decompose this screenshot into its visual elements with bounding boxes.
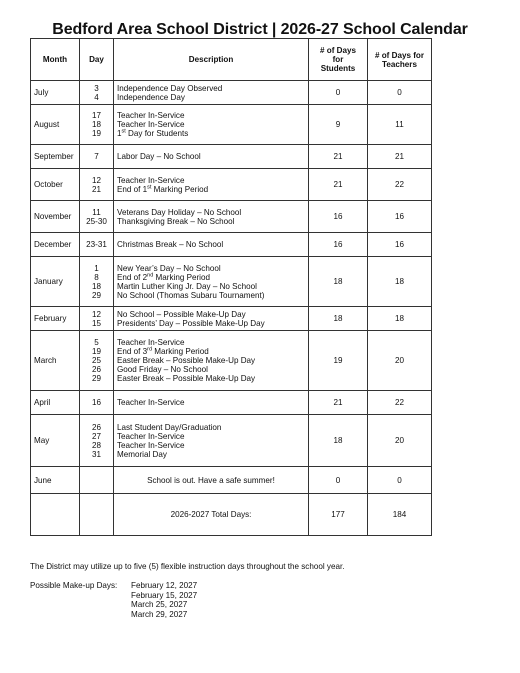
makeup-days-label: Possible Make-up Days: (30, 581, 118, 590)
month-cell (31, 494, 80, 536)
day-value: 4 (94, 92, 99, 102)
day-value: 23-31 (86, 240, 107, 249)
header-description: Description (114, 39, 309, 81)
total-teacher-days: 184 (368, 494, 432, 536)
teacher-days-cell: 11 (368, 105, 432, 145)
teacher-days-cell: 16 (368, 201, 432, 233)
day-cell (80, 391, 114, 415)
day-value: 26 (91, 422, 101, 432)
table-row (31, 145, 432, 169)
month-cell: October (31, 169, 80, 201)
day-value: 12 (91, 309, 101, 319)
student-days-cell: 16 (309, 201, 368, 233)
teacher-days-cell: 22 (368, 169, 432, 201)
month-cell: January (31, 257, 80, 307)
header-teacher-days: # of Days for Teachers (368, 39, 432, 81)
month-cell: July (31, 81, 80, 105)
day-value: 21 (91, 184, 101, 194)
student-days-cell: 18 (309, 257, 368, 307)
teacher-days-cell: 18 (368, 257, 432, 307)
day-value: 29 (91, 374, 101, 383)
day-value: 25 (91, 356, 101, 365)
teacher-days-cell: 18 (368, 307, 432, 331)
description-line: Teacher In-Service (117, 338, 185, 347)
day-value: 12 (91, 175, 101, 185)
day-cell (80, 105, 114, 145)
header-day: Day (80, 39, 114, 81)
day-cell (80, 233, 114, 257)
student-days-cell: 9 (309, 105, 368, 145)
description-line: Presidents’ Day – Possible Make-Up Day (117, 318, 265, 328)
day-cell (80, 415, 114, 467)
description-line: Labor Day – No School (117, 152, 201, 161)
makeup-date: February 12, 2027 (131, 581, 198, 590)
month-cell: December (31, 233, 80, 257)
table-row (31, 201, 432, 233)
month-cell: March (31, 331, 80, 391)
day-cell (80, 307, 114, 331)
student-days-cell: 18 (309, 307, 368, 331)
description-line: End of 3rd Marking Period (117, 346, 209, 356)
student-days-cell: 18 (309, 415, 368, 467)
month-cell: June (31, 467, 80, 494)
day-value: 31 (91, 449, 101, 459)
teacher-days-cell: 16 (368, 233, 432, 257)
summer-message: School is out. Have a safe summer! (114, 467, 309, 494)
description-line: Independence Day (117, 92, 185, 102)
description-cell (114, 145, 309, 169)
student-days-cell: 0 (309, 467, 368, 494)
description-line: Thanksgiving Break – No School (117, 216, 235, 226)
day-value: 28 (91, 440, 101, 450)
month-cell: May (31, 415, 80, 467)
day-value: 19 (91, 129, 101, 138)
day-cell (80, 169, 114, 201)
description-cell (114, 169, 309, 201)
description-line: Easter Break – Possible Make-Up Day (117, 374, 256, 383)
page-title: Bedford Area School District | 2026-27 School Calendar (52, 21, 468, 38)
month-cell: September (31, 145, 80, 169)
makeup-days-list (131, 581, 197, 619)
day-value: 25-30 (86, 216, 107, 226)
student-days-cell: 21 (309, 145, 368, 169)
description-cell (114, 233, 309, 257)
day-value: 11 (92, 207, 101, 217)
table-row (31, 331, 432, 391)
day-value: 29 (91, 290, 101, 300)
month-cell: February (31, 307, 80, 331)
day-cell (80, 494, 114, 536)
table-row (31, 81, 432, 105)
makeup-date: March 29, 2027 (131, 609, 188, 619)
description-line: Teacher In-Service (117, 440, 185, 450)
description-line: Christmas Break – No School (117, 240, 224, 249)
table-row-june (31, 467, 432, 494)
table-row (31, 307, 432, 331)
description-line: Last Student Day/Graduation (117, 422, 222, 432)
table-row (31, 415, 432, 467)
month-cell: November (31, 201, 80, 233)
header-student-days: # of Days for Students (309, 39, 368, 81)
day-cell (80, 257, 114, 307)
total-days-label: 2026-2027 Total Days: (114, 494, 309, 536)
description-line: Veterans Day Holiday – No School (117, 207, 242, 217)
student-days-cell: 21 (309, 169, 368, 201)
day-cell (80, 145, 114, 169)
table-header-row (31, 39, 432, 81)
day-cell (80, 467, 114, 494)
day-cell (80, 331, 114, 391)
calendar-table (30, 38, 432, 536)
description-line: Independence Day Observed (117, 83, 223, 93)
day-value: 18 (91, 281, 101, 291)
description-cell (114, 415, 309, 467)
day-value: 16 (91, 398, 101, 407)
table-row (31, 169, 432, 201)
day-cell (80, 201, 114, 233)
day-value: 5 (94, 338, 99, 347)
description-line: No School (Thomas Subaru Tournament) (117, 290, 265, 300)
description-cell (114, 391, 309, 415)
description-cell (114, 331, 309, 391)
description-line: Martin Luther King Jr. Day – No School (117, 281, 257, 291)
table-row (31, 257, 432, 307)
day-value: 26 (91, 365, 101, 374)
description-line: Memorial Day (117, 449, 167, 459)
day-value: 8 (94, 272, 99, 282)
month-cell: April (31, 391, 80, 415)
day-value: 7 (94, 152, 99, 161)
makeup-date: March 25, 2027 (131, 600, 188, 609)
description-cell (114, 201, 309, 233)
description-line: End of 1st Marking Period (117, 183, 209, 194)
description-line: Good Friday – No School (117, 365, 208, 374)
day-value: 17 (91, 111, 101, 120)
day-value: 15 (91, 318, 101, 328)
day-value: 3 (94, 83, 99, 93)
flexible-days-note: The District may utilize up to five (5) flexible instruction days throughout the school year. (30, 562, 345, 571)
description-line: New Year’s Day – No School (117, 263, 221, 273)
description-cell (114, 81, 309, 105)
totals-row (31, 494, 432, 536)
teacher-days-cell: 0 (368, 81, 432, 105)
student-days-cell: 16 (309, 233, 368, 257)
student-days-cell: 19 (309, 331, 368, 391)
description-cell (114, 257, 309, 307)
teacher-days-cell: 22 (368, 391, 432, 415)
description-cell (114, 105, 309, 145)
student-days-cell: 0 (309, 81, 368, 105)
description-line: Easter Break – Possible Make-Up Day (117, 356, 256, 365)
description-cell (114, 307, 309, 331)
description-line: 1st Day for Students (117, 128, 189, 138)
description-line: Teacher In-Service (117, 175, 185, 185)
table-row (31, 105, 432, 145)
makeup-date: February 15, 2027 (131, 590, 198, 600)
description-line: End of 2nd Marking Period (117, 271, 210, 282)
day-value: 19 (91, 347, 101, 356)
teacher-days-cell: 21 (368, 145, 432, 169)
description-line: Teacher In-Service (117, 398, 185, 407)
day-value: 18 (91, 120, 101, 129)
day-cell (80, 81, 114, 105)
teacher-days-cell: 20 (368, 415, 432, 467)
description-line: Teacher In-Service (117, 111, 185, 120)
teacher-days-cell: 20 (368, 331, 432, 391)
description-line: Teacher In-Service (117, 120, 185, 129)
table-row (31, 391, 432, 415)
description-line: Teacher In-Service (117, 431, 185, 441)
teacher-days-cell: 0 (368, 467, 432, 494)
table-row (31, 233, 432, 257)
description-line: No School – Possible Make-Up Day (117, 309, 246, 319)
total-student-days: 177 (309, 494, 368, 536)
day-value: 27 (91, 431, 101, 441)
student-days-cell: 21 (309, 391, 368, 415)
day-value: 1 (94, 263, 99, 273)
month-cell: August (31, 105, 80, 145)
header-month: Month (31, 39, 80, 81)
